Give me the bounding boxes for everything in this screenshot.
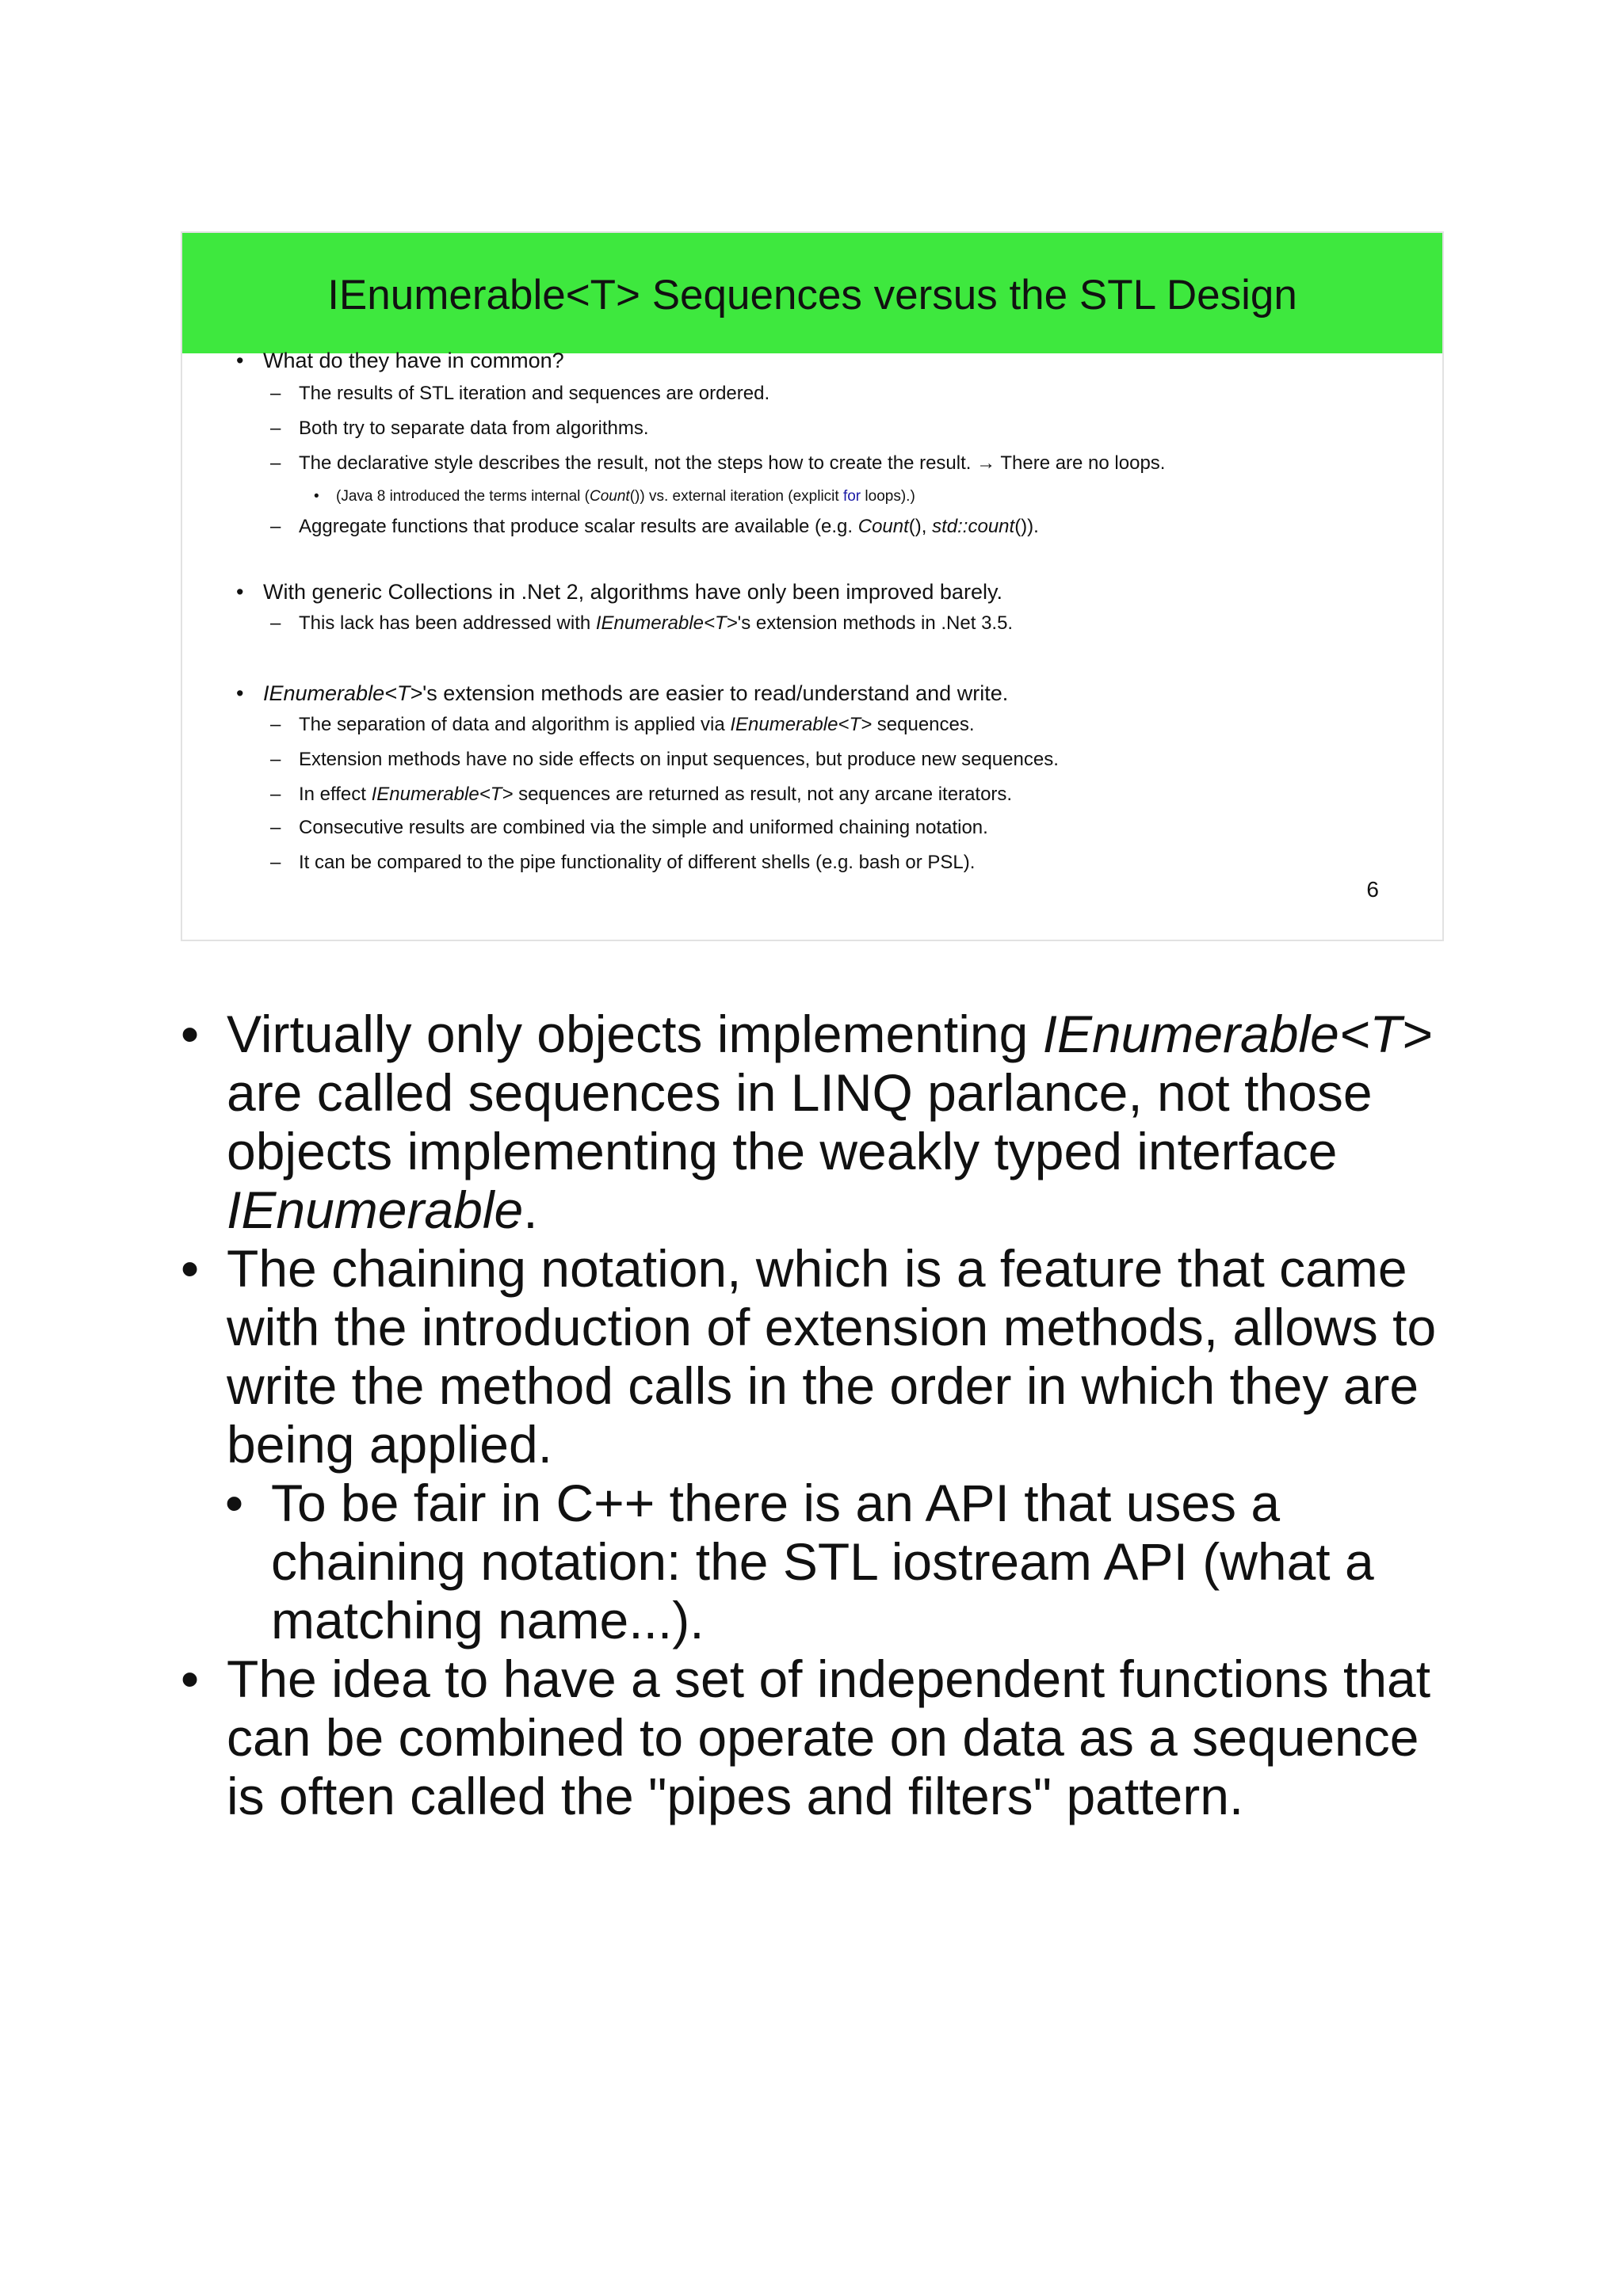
dash-marker: – [270, 784, 281, 805]
notes-bullet-text [271, 1474, 1374, 1650]
text-segment: This lack has been addressed with [299, 612, 596, 634]
bullet-marker: • [236, 580, 244, 604]
slide-bullet-text [299, 452, 1165, 474]
keyword-text: for [842, 488, 861, 505]
slide-bullet-text [299, 784, 1012, 805]
text-segment: To be fair in C++ there is an API that uses a chaining notation: the STL iostream API (what a matching name...). [271, 1474, 1374, 1650]
text-segment: sequences are returned as result, not any arcane iterators. [513, 784, 1013, 805]
text-segment: ()). [1014, 516, 1039, 537]
bullet-marker: • [181, 1005, 200, 1063]
text-segment: In effect [299, 784, 372, 805]
text-segment: Consecutive results are combined via the simple and uniformed chaining notation. [299, 817, 988, 838]
slide-bullet-level-1 [236, 578, 1002, 605]
slide-bullet-text [299, 612, 1013, 634]
text-segment: The chaining notation, which is a feature that came with the introduction of extension methods, allows to write the method calls in the order in which they are being applied. [227, 1239, 1437, 1474]
slide-bullet-text [299, 418, 649, 439]
dash-marker: – [270, 714, 281, 735]
text-segment: ()) vs. external iteration (explicit [629, 488, 843, 505]
bullet-marker: • [314, 488, 319, 505]
slide-bullet-text [299, 817, 988, 838]
bullet-marker: • [236, 681, 244, 705]
italic-term: IEnumerable<T> [730, 714, 873, 735]
dash-marker: – [270, 749, 281, 770]
italic-term: Count [590, 488, 630, 505]
slide-bullet-level-2 [270, 783, 1013, 807]
slide-bullet-level-3 [314, 486, 915, 507]
slide-bullet-text [299, 383, 769, 404]
italic-term: IEnumerable<T> [371, 784, 514, 805]
slide-bullet-level-2 [270, 713, 975, 737]
slide-bullet-text [336, 488, 915, 505]
text-segment: Both try to separate data from algorithms. [299, 418, 649, 439]
text-segment: (), [908, 516, 933, 537]
italic-term: IEnumerable<T> [263, 681, 423, 705]
notes-bullet-level-2 [181, 1474, 1465, 1650]
slide-bullet-text [299, 749, 1059, 770]
text-segment: loops).) [861, 488, 915, 505]
bullet-marker: • [236, 349, 244, 372]
text-segment: The declarative style describes the result, not the steps how to create the result. → There are no loops. [299, 452, 1166, 474]
notes-bullet-text [227, 1239, 1436, 1474]
text-segment: With generic Collections in .Net 2, algorithms have only been improved barely. [263, 580, 1002, 604]
text-segment: The separation of data and algorithm is applied via [299, 714, 731, 735]
slide-header [182, 233, 1442, 353]
dash-marker: – [270, 516, 281, 537]
dash-marker: – [270, 612, 281, 634]
text-segment: It can be compared to the pipe functionality of different shells (e.g. bash or PSL). [299, 852, 976, 873]
text-segment: What do they have in common? [263, 349, 564, 372]
text-segment: are called sequences in LINQ parlance, not those objects implementing the weakly typed interface [227, 1063, 1373, 1180]
speaker-notes [181, 1005, 1465, 1825]
text-segment: Extension methods have no side effects on input sequences, but produce new sequences. [299, 749, 1059, 770]
slide-bullet-text [299, 714, 975, 735]
text-segment: 's extension methods are easier to read/understand and write. [422, 681, 1009, 705]
notes-bullet-level-1 [181, 1005, 1465, 1239]
slide-bullet-level-1 [236, 680, 1009, 707]
slide-bullet-level-2 [270, 515, 1039, 539]
text-segment: Virtually only objects implementing [227, 1005, 1043, 1063]
slide-bullet-level-2 [270, 851, 976, 875]
text-segment: (Java 8 introduced the terms internal ( [336, 488, 590, 505]
slide-bullet-level-2 [270, 748, 1059, 772]
text-segment: The idea to have a set of independent functions that can be combined to operate on data as a sequence is often called the "pipes and filters" pattern. [227, 1650, 1431, 1825]
bullet-marker: • [181, 1650, 200, 1708]
text-segment: Aggregate functions that produce scalar results are available (e.g. [299, 516, 858, 537]
text-segment: The results of STL iteration and sequences are ordered. [299, 383, 770, 404]
text-segment: sequences. [872, 714, 975, 735]
slide-bullet-text [299, 852, 975, 873]
slide-bullet-level-2 [270, 382, 770, 406]
slide-bullet-text [299, 516, 1039, 537]
slide-page-number: 6 [1366, 877, 1379, 902]
slide-bullet-level-1 [236, 347, 564, 374]
slide-bullet-text [263, 580, 1002, 604]
slide-bullet-text [263, 681, 1008, 705]
italic-term: IEnumerable<T> [595, 612, 738, 634]
italic-term: IEnumerable<T> [1042, 1005, 1433, 1063]
notes-bullet-text [227, 1650, 1430, 1825]
slide-thumbnail [181, 231, 1444, 941]
text-segment: . [523, 1180, 538, 1239]
dash-marker: – [270, 418, 281, 439]
slide-bullet-level-2 [270, 417, 649, 441]
dash-marker: – [270, 817, 281, 838]
slide-bullet-level-2 [270, 612, 1014, 635]
text-segment: 's extension methods in .Net 3.5. [737, 612, 1014, 634]
slide-bullet-text [263, 349, 564, 372]
notes-bullet-text [227, 1005, 1432, 1239]
bullet-marker: • [225, 1474, 244, 1532]
dash-marker: – [270, 852, 281, 873]
italic-term: Count [857, 516, 909, 537]
bullet-marker: • [181, 1239, 200, 1298]
dash-marker: – [270, 383, 281, 404]
slide-bullet-level-2 [270, 452, 1166, 475]
notes-bullet-level-1 [181, 1239, 1465, 1474]
italic-term: IEnumerable [227, 1180, 524, 1239]
dash-marker: – [270, 452, 281, 474]
slide-bullet-level-2 [270, 816, 988, 840]
italic-term: std::count [932, 516, 1015, 537]
slide-title: IEnumerable<T> Sequences versus the STL Design [327, 272, 1297, 318]
notes-bullet-level-1 [181, 1650, 1465, 1825]
